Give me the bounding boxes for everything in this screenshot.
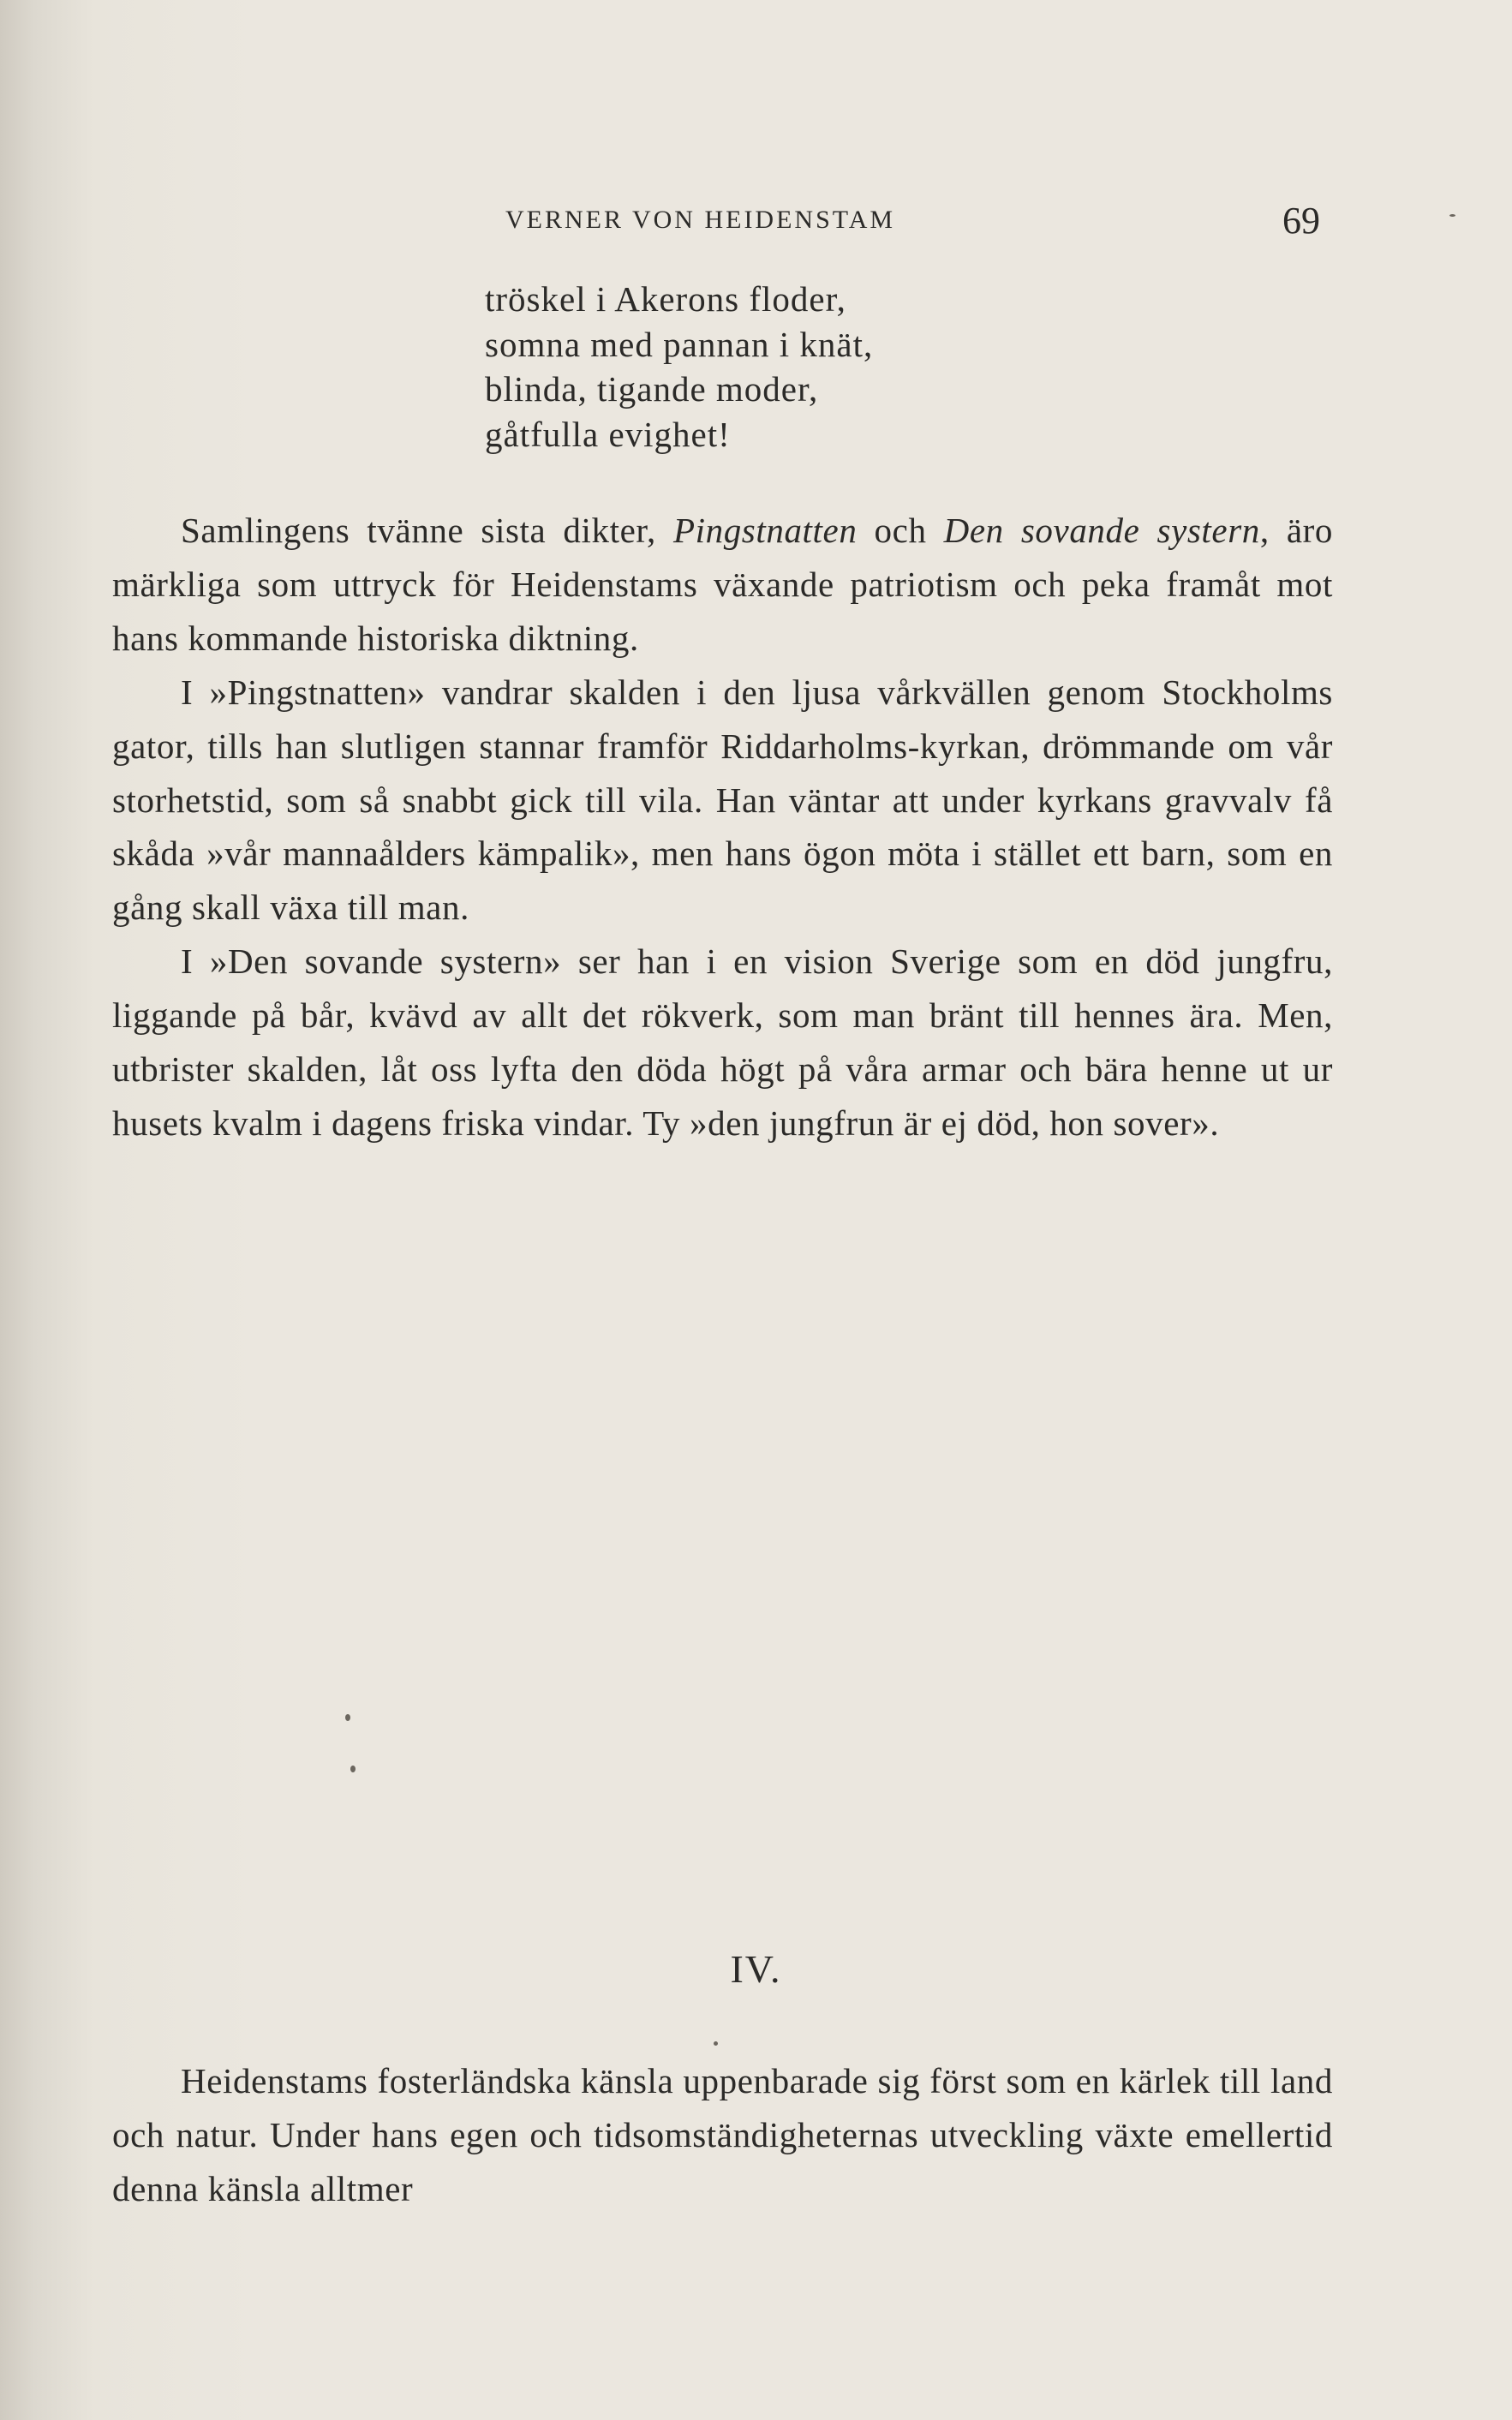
body-text-upper <box>112 504 1333 1150</box>
poem-stanza <box>485 277 873 457</box>
work-title: Pingstnatten <box>672 511 858 550</box>
print-speck <box>345 1714 350 1721</box>
paragraph: I »Den sovande systern» ser han i en vision Sverige som en död jungfru, liggande på bår, kvävd av allt det rökverk, som man bränt till hennes ära. Men, utbrister skalden, låt oss lyfta den döda högt på våra armar och bära henne ut ur husets kvalm i dagens friska vindar. Ty »den jungfrun är ej död, hon sover». <box>112 941 1333 1143</box>
running-title: VERNER VON HEIDENSTAM <box>505 206 896 234</box>
poem-line: gåtfulla evighet! <box>485 414 731 454</box>
poem-line: somna med pannan i knät, <box>485 324 874 364</box>
section-heading: IV. <box>730 1947 782 1991</box>
paragraph-text: Samlingens tvänne sista dikter, <box>181 511 656 550</box>
print-speck <box>714 2041 718 2046</box>
print-speck <box>1449 214 1455 217</box>
paragraph-text: och <box>874 511 927 550</box>
paragraph-text: , äro märkliga som uttryck för Heidenstams växande patriotism och peka framåt mot hans kommande historiska diktning. <box>112 511 1333 658</box>
body-text-lower <box>112 2054 1333 2216</box>
print-speck <box>350 1766 356 1772</box>
page-number: 69 <box>1282 200 1320 242</box>
page-header <box>0 199 1512 242</box>
paragraph: Heidenstams fosterländska känsla uppenbarade sig först som en kärlek till land och natur. Under hans egen och tidsomständigheternas utveckling växte emellertid denna känsla alltmer <box>112 2061 1333 2208</box>
paragraph <box>112 504 1333 666</box>
work-title: Den sovande systern <box>943 511 1260 550</box>
poem-line: blinda, tigande moder, <box>485 369 819 409</box>
poem-line: tröskel i Akerons floder, <box>485 279 846 319</box>
paragraph: I »Pingstnatten» vandrar skalden i den ljusa vårkvällen genom Stockholms gator, tills han slutligen stannar framför Riddarholms-kyrkan, drömmande om vår storhetstid, som så snabbt gick till vila. Han väntar att under kyrkans gravvalv få skåda »vår mannaålders kämpalik», men hans ögon möta i stället ett barn, som en gång skall växa till man. <box>112 672 1333 928</box>
